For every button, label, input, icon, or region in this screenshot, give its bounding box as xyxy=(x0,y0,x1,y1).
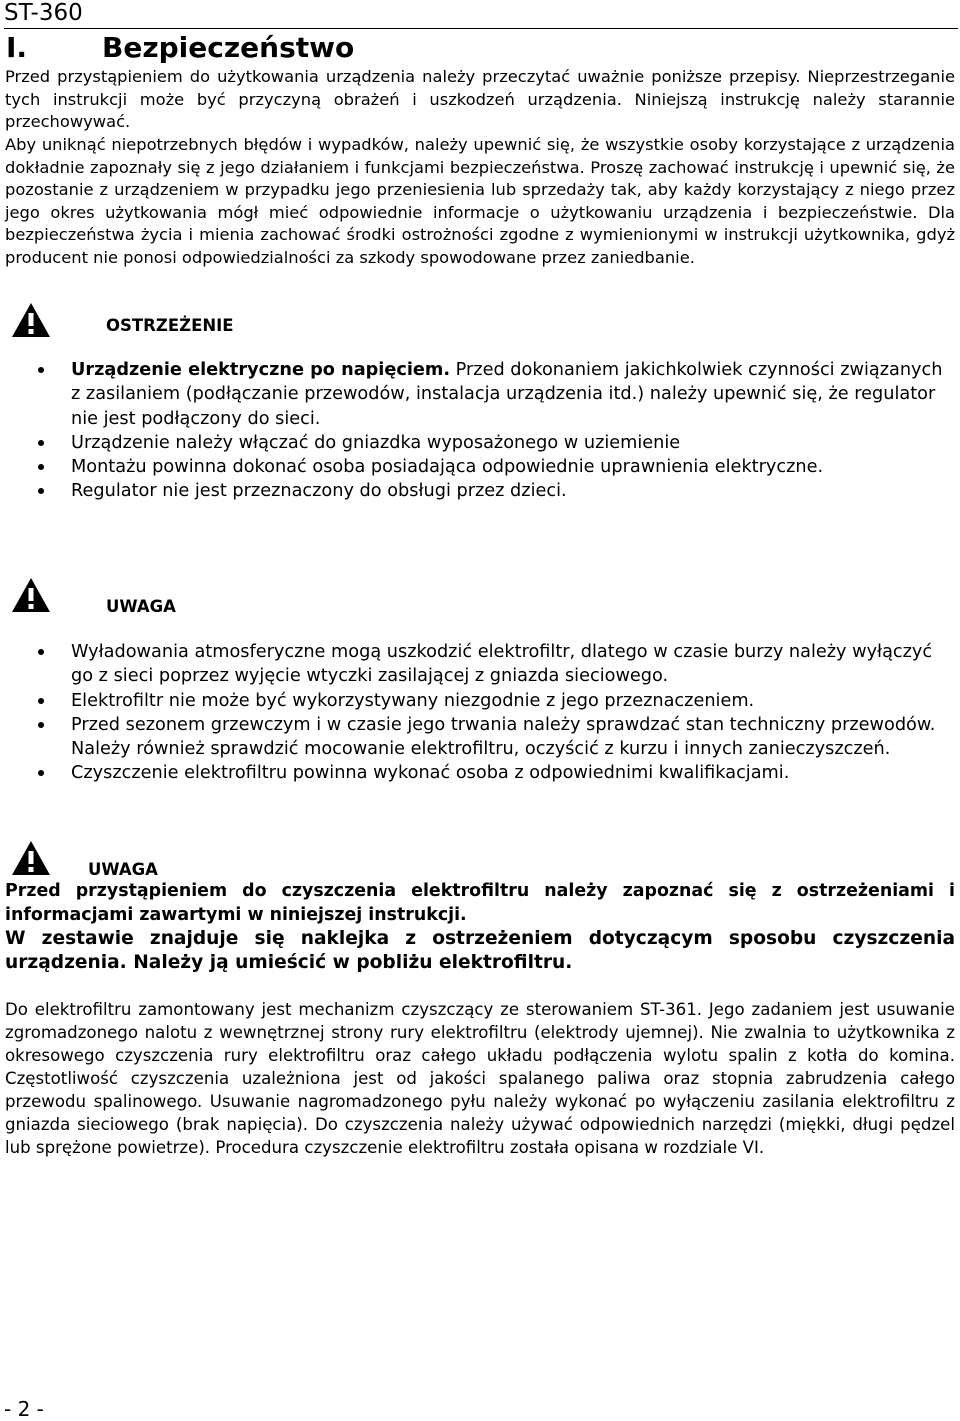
list-item-bold: Urządzenie elektryczne po napięciem. xyxy=(71,360,451,380)
sticker-notice: W zestawie znajduje się naklejka z ostrzeżeniem dotyczącym sposobu czyszczenia urządzenia. Należy ją umieścić w pobliżu elektrofiltru. xyxy=(5,928,955,973)
section-title: Bezpieczeństwo xyxy=(102,31,355,64)
intro-paragraph: Przed przystąpieniem do użytkowania urządzenia należy przeczytać uważnie poniższe przepisy. Nieprzestrzeganie tych instrukcji może być przyczyną obrażeń i uszkodzeń urządzenia. Niniejszą instrukcję należy starannie przechowywać. xyxy=(5,67,955,132)
list-item: Urządzenie należy włączać do gniazdka wyposażonego w uziemienie xyxy=(0,431,956,455)
list-item: Elektrofiltr nie może być wykorzystywany niezgodnie z jego przeznaczeniem. xyxy=(0,689,956,713)
warning-list xyxy=(0,358,960,504)
model-header: ST-360 xyxy=(4,0,83,26)
list-item: Regulator nie jest przeznaczony do obsługi przez dzieci. xyxy=(0,479,956,503)
safety-paragraph: Aby uniknąć niepotrzebnych błędów i wypadków, należy upewnić się, że wszystkie osoby korzystające z urządzenia dokładnie zapoznały się z jego działaniem i funkcjami bezpieczeństwa. Proszę zachować instrukcję i upewnić się, że pozostanie z urządzeniem w przypadku jego przeniesienia lub sprzedaży tak, aby każdy korzystający z niego przez jego okres użytkowania mógł mieć odpowiednie informacje o użytkowaniu urządzenia i bezpieczeństwie. Dla bezpieczeństwa życia i mienia zachować środki ostrożności zgodne z wymienionymi w instrukcji użytkownika, gdyż producent nie ponosi odpowiedzialności za szkody spowodowane przez zaniedbanie. xyxy=(5,135,955,267)
page-number: - 2 - xyxy=(4,1397,44,1421)
uwaga-label: UWAGA xyxy=(88,860,158,879)
section-heading xyxy=(6,31,354,64)
list-item-text: Przed dokonaniem jakichkolwiek czynności związanych z zasilaniem (podłączanie przewodów, instalacja urządzenia itd.) należy upewnić się, że regulator nie jest podłączony do sieci. xyxy=(71,360,943,429)
warning-triangle-icon xyxy=(11,302,51,338)
cleaning-warning: Przed przystąpieniem do czyszczenia elektrofiltru należy zapoznać się z ostrzeżeniami i informacjami zawartymi w niniejszej instrukcji. xyxy=(5,881,955,925)
warning-label: OSTRZEŻENIE xyxy=(106,316,234,335)
warning-triangle-icon xyxy=(11,840,51,876)
list-item: Czyszczenie elektrofiltru powinna wykonać osoba z odpowiednimi kwalifikacjami. xyxy=(0,761,956,785)
list-item: Montażu powinna dokonać osoba posiadająca odpowiednie uprawnienia elektryczne. xyxy=(0,455,956,479)
uwaga-label: UWAGA xyxy=(106,597,176,616)
header-rule xyxy=(4,28,958,29)
uwaga-list xyxy=(0,640,960,786)
list-item xyxy=(0,358,956,431)
cleaning-paragraph: Do elektrofiltru zamontowany jest mechanizm czyszczący ze sterowaniem ST-361. Jego zadaniem jest usuwanie zgromadzonego nalotu z wewnętrznej strony rury elektrofiltru (elektrody ujemnej). Nie zwalnia to użytkownika z okresowego czyszczenia rury elektrofiltru oraz całego układu podłączenia wylotu spalin z kotła do komina. Częstotliwość czyszczenia uzależniona jest od jakości spalanego paliwa oraz stopnia zabrudzenia całego przewodu spalinowego. Usuwanie nagromadzonego pyłu należy wykonać po wyłączeniu zasilania elektrofiltru z gniazda sieciowego (brak napięcia). Do czyszczenia należy używać odpowiednich narzędzi (miękki, długi pędzel lub sprężone powietrze). Procedura czyszczenie elektrofiltru została opisana w rozdziale VI. xyxy=(5,1000,955,1157)
list-item: Przed sezonem grzewczym i w czasie jego trwania należy sprawdzać stan techniczny przewodów. Należy również sprawdzić mocowanie elektrofiltru, oczyścić z kurzu i innych zanieczyszczeń. xyxy=(0,713,956,762)
list-item: Wyładowania atmosferyczne mogą uszkodzić elektrofiltr, dlatego w czasie burzy należy wyłączyć go z sieci poprzez wyjęcie wtyczki zasilającej z gniazda sieciowego. xyxy=(0,640,956,689)
section-number: I. xyxy=(6,31,28,64)
warning-triangle-icon xyxy=(11,577,51,613)
